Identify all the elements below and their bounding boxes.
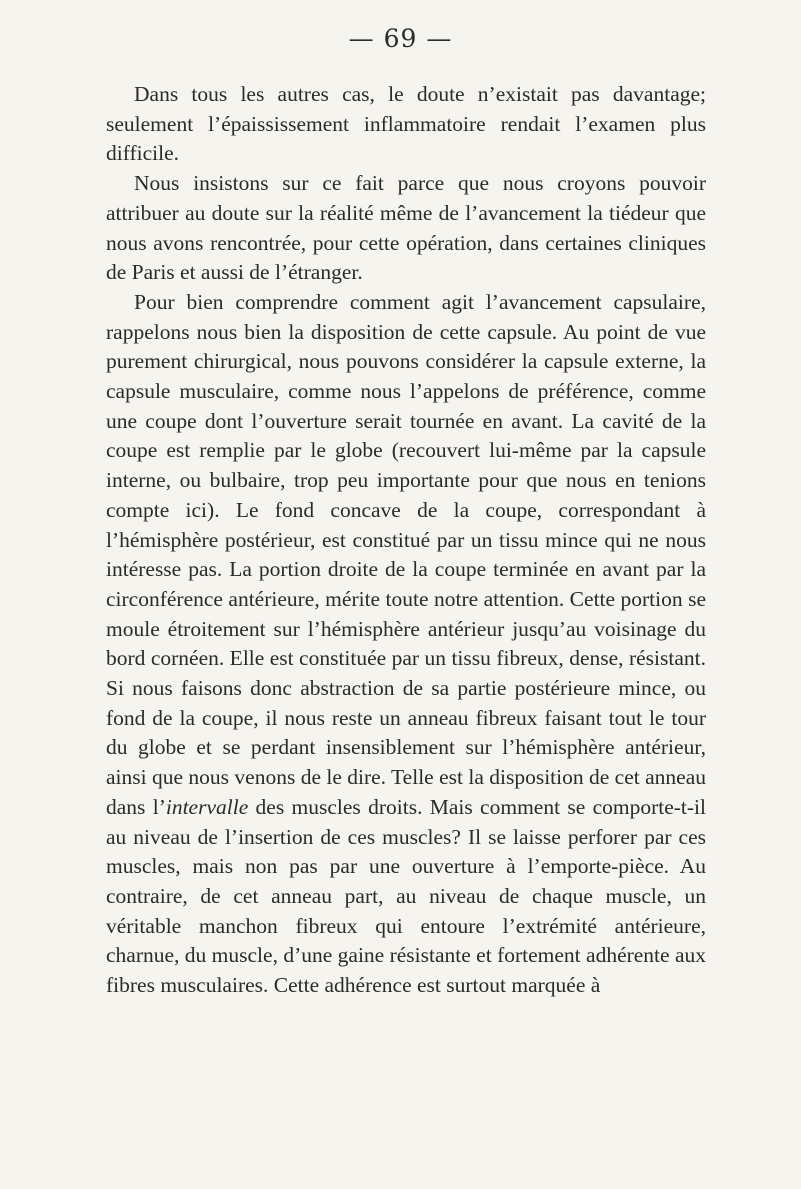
paragraph-3-text-before: Pour bien comprendre comment agit l’avancement capsulaire, rappelons nous bien la disposition de cette capsule. Au point de vue purement chirurgical, nous pouvons considérer la capsule externe, la capsule musculaire, comme nous l’appelons de préférence, comme une coupe dont l’ouverture serait tournée en avant. La cavité de la coupe est remplie par le globe (recouvert lui-même par la capsule interne, ou bulbaire, trop peu importante pour que nous en tenions compte ici). Le fond concave de la coupe, correspondant à l’hémisphère postérieur, est constitué par un tissu mince qui ne nous intéresse pas. La portion droite de la coupe terminée en avant par la circonférence antérieure, mérite toute notre attention. Cette portion se moule étroitement sur l’hémisphère antérieur jusqu’au voisinage du bord cornéen. Elle est constituée par un tissu fibreux, dense, résistant. Si nous faisons donc abstraction de sa partie postérieure mince, ou fond de la coupe, il nous reste un anneau fibreux faisant tout le tour du globe et se perdant insensiblement sur l’hémisphère antérieur, ainsi que nous venons de le dire. Telle est la disposition de cet anneau dans l’	[106, 289, 706, 819]
page-number: — 69 —	[348, 24, 453, 53]
body-text	[106, 80, 706, 1001]
paragraph-3-emphasis: intervalle	[165, 794, 249, 819]
paragraph-3-text-after: des muscles droits. Mais comment se comporte-t-il au niveau de l’insertion de ces muscles? Il se laisse perforer par ces muscles, mais non pas par une ouverture à l’emporte-pièce. Au contraire, de cet anneau part, au niveau de chaque muscle, un véritable manchon fibreux qui entoure l’extrémité antérieure, charnue, du muscle, d’une gaine résistante et fortement adhérente aux fibres musculaires. Cette adhérence est surtout marquée à	[106, 794, 707, 998]
paragraph-3	[106, 288, 706, 1001]
paragraph-1: Dans tous les autres cas, le doute n’existait pas davantage; seulement l’épaississement inflammatoire rendait l’examen plus difficile.	[106, 82, 706, 166]
paragraph-2: Nous insistons sur ce fait parce que nous croyons pouvoir attribuer au doute sur la réalité même de l’avancement la tiédeur que nous avons rencontrée, pour cette opération, dans certaines cliniques de Paris et aussi de l’étranger.	[106, 171, 706, 285]
